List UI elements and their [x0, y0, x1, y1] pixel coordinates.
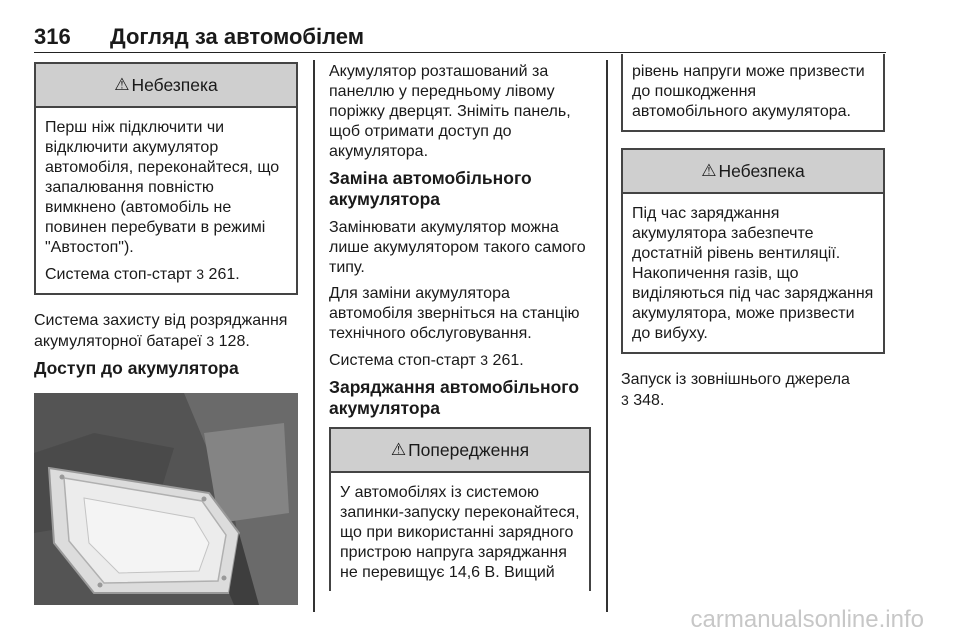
danger-text: Перш ніж підключити чи відключити акумулятор автомобіля, переконайтеся, що запалювання повністю вимкнено (автомобіль не повинен перебувати в режимі "Автостоп").: [45, 119, 280, 256]
caution-text: У автомобілях із системою запинки-запуску переконайтеся, що при використанні зарядного пристрою напруга заряджання не перевищує 14,6 В. Вищий: [340, 484, 580, 581]
paragraph: Акумулятор розташований за панеллю у передньому лівому поріжку дверцят. Зніміть панель, щоб отримати доступ до акумулятора.: [329, 63, 571, 160]
warning-triangle-icon: ⚠: [701, 161, 717, 180]
danger-box-body: [36, 108, 296, 293]
reference-text: Система стоп-старт: [45, 266, 192, 283]
paragraph-text: Запуск із зовнішнього джерела: [621, 371, 850, 388]
caution-box-continued: [621, 54, 885, 132]
caution-continued-text: рівень напруги може призвести до пошкодження автомобільного акумулятора.: [632, 63, 865, 120]
reference-page[interactable]: 348.: [633, 392, 665, 409]
danger-box: [621, 148, 885, 354]
door-sill-panel-illustration: [34, 393, 298, 605]
column-3: [621, 62, 885, 417]
danger-box-title: Небезпека: [718, 161, 805, 181]
paragraph: [621, 370, 885, 411]
caution-box-body: [331, 473, 589, 591]
watermark: carmanualsonline.info: [690, 606, 924, 633]
danger-box-header: [36, 64, 296, 108]
page-reference-icon: 3: [206, 333, 215, 349]
reference-page[interactable]: 128.: [218, 333, 250, 350]
danger-box: [34, 62, 298, 295]
warning-triangle-icon: ⚠: [114, 75, 130, 94]
page-reference-icon: 3: [621, 392, 629, 408]
column-2: [329, 62, 591, 591]
paragraph: Для заміни акумулятора автомобіля зверніться на станцію технічного обслуговування.: [329, 285, 580, 342]
danger-box-body: [623, 194, 883, 352]
section-heading: Заряджання автомобільного акумулятора: [329, 377, 580, 418]
paragraph: [34, 311, 298, 352]
section-heading: Заміна автомобільного акумулятора: [329, 168, 532, 209]
caution-box-header: [331, 429, 589, 473]
paragraph-text: Система стоп-старт: [329, 352, 476, 369]
column-1: [34, 62, 298, 605]
danger-box-title: Небезпека: [131, 75, 218, 95]
caution-continued-body: [623, 54, 883, 130]
danger-box-header: [623, 150, 883, 194]
column-divider: [313, 60, 315, 612]
page-title: Догляд за автомобілем: [110, 24, 365, 49]
caution-box-title: Попередження: [408, 440, 530, 460]
page-reference-icon: 3: [480, 352, 489, 368]
paragraph: [329, 350, 591, 371]
page-header: [34, 22, 886, 53]
warning-triangle-icon: ⚠: [390, 440, 407, 459]
danger-reference: [45, 264, 287, 285]
reference-page[interactable]: 261.: [492, 352, 524, 369]
danger-text: Під час заряджання акумулятора забезпечте достатній рівень вентиляції. Накопичення газів, що виділяються під час заряджання акумулятора, може призвести до вибуху.: [632, 205, 874, 342]
paragraph: Замінювати акумулятор можна лише акумулятором такого самого типу.: [329, 219, 586, 276]
battery-access-panel-photo: [34, 393, 298, 605]
caution-box: [329, 427, 591, 591]
reference-page[interactable]: 261.: [208, 266, 240, 283]
column-divider: [606, 60, 608, 612]
page-number: 316: [34, 24, 71, 49]
paragraph-text: Система захисту від розряджання акумуляторної батареї: [34, 312, 288, 350]
page-reference-icon: 3: [196, 266, 205, 282]
section-heading: Доступ до акумулятора: [34, 358, 239, 378]
